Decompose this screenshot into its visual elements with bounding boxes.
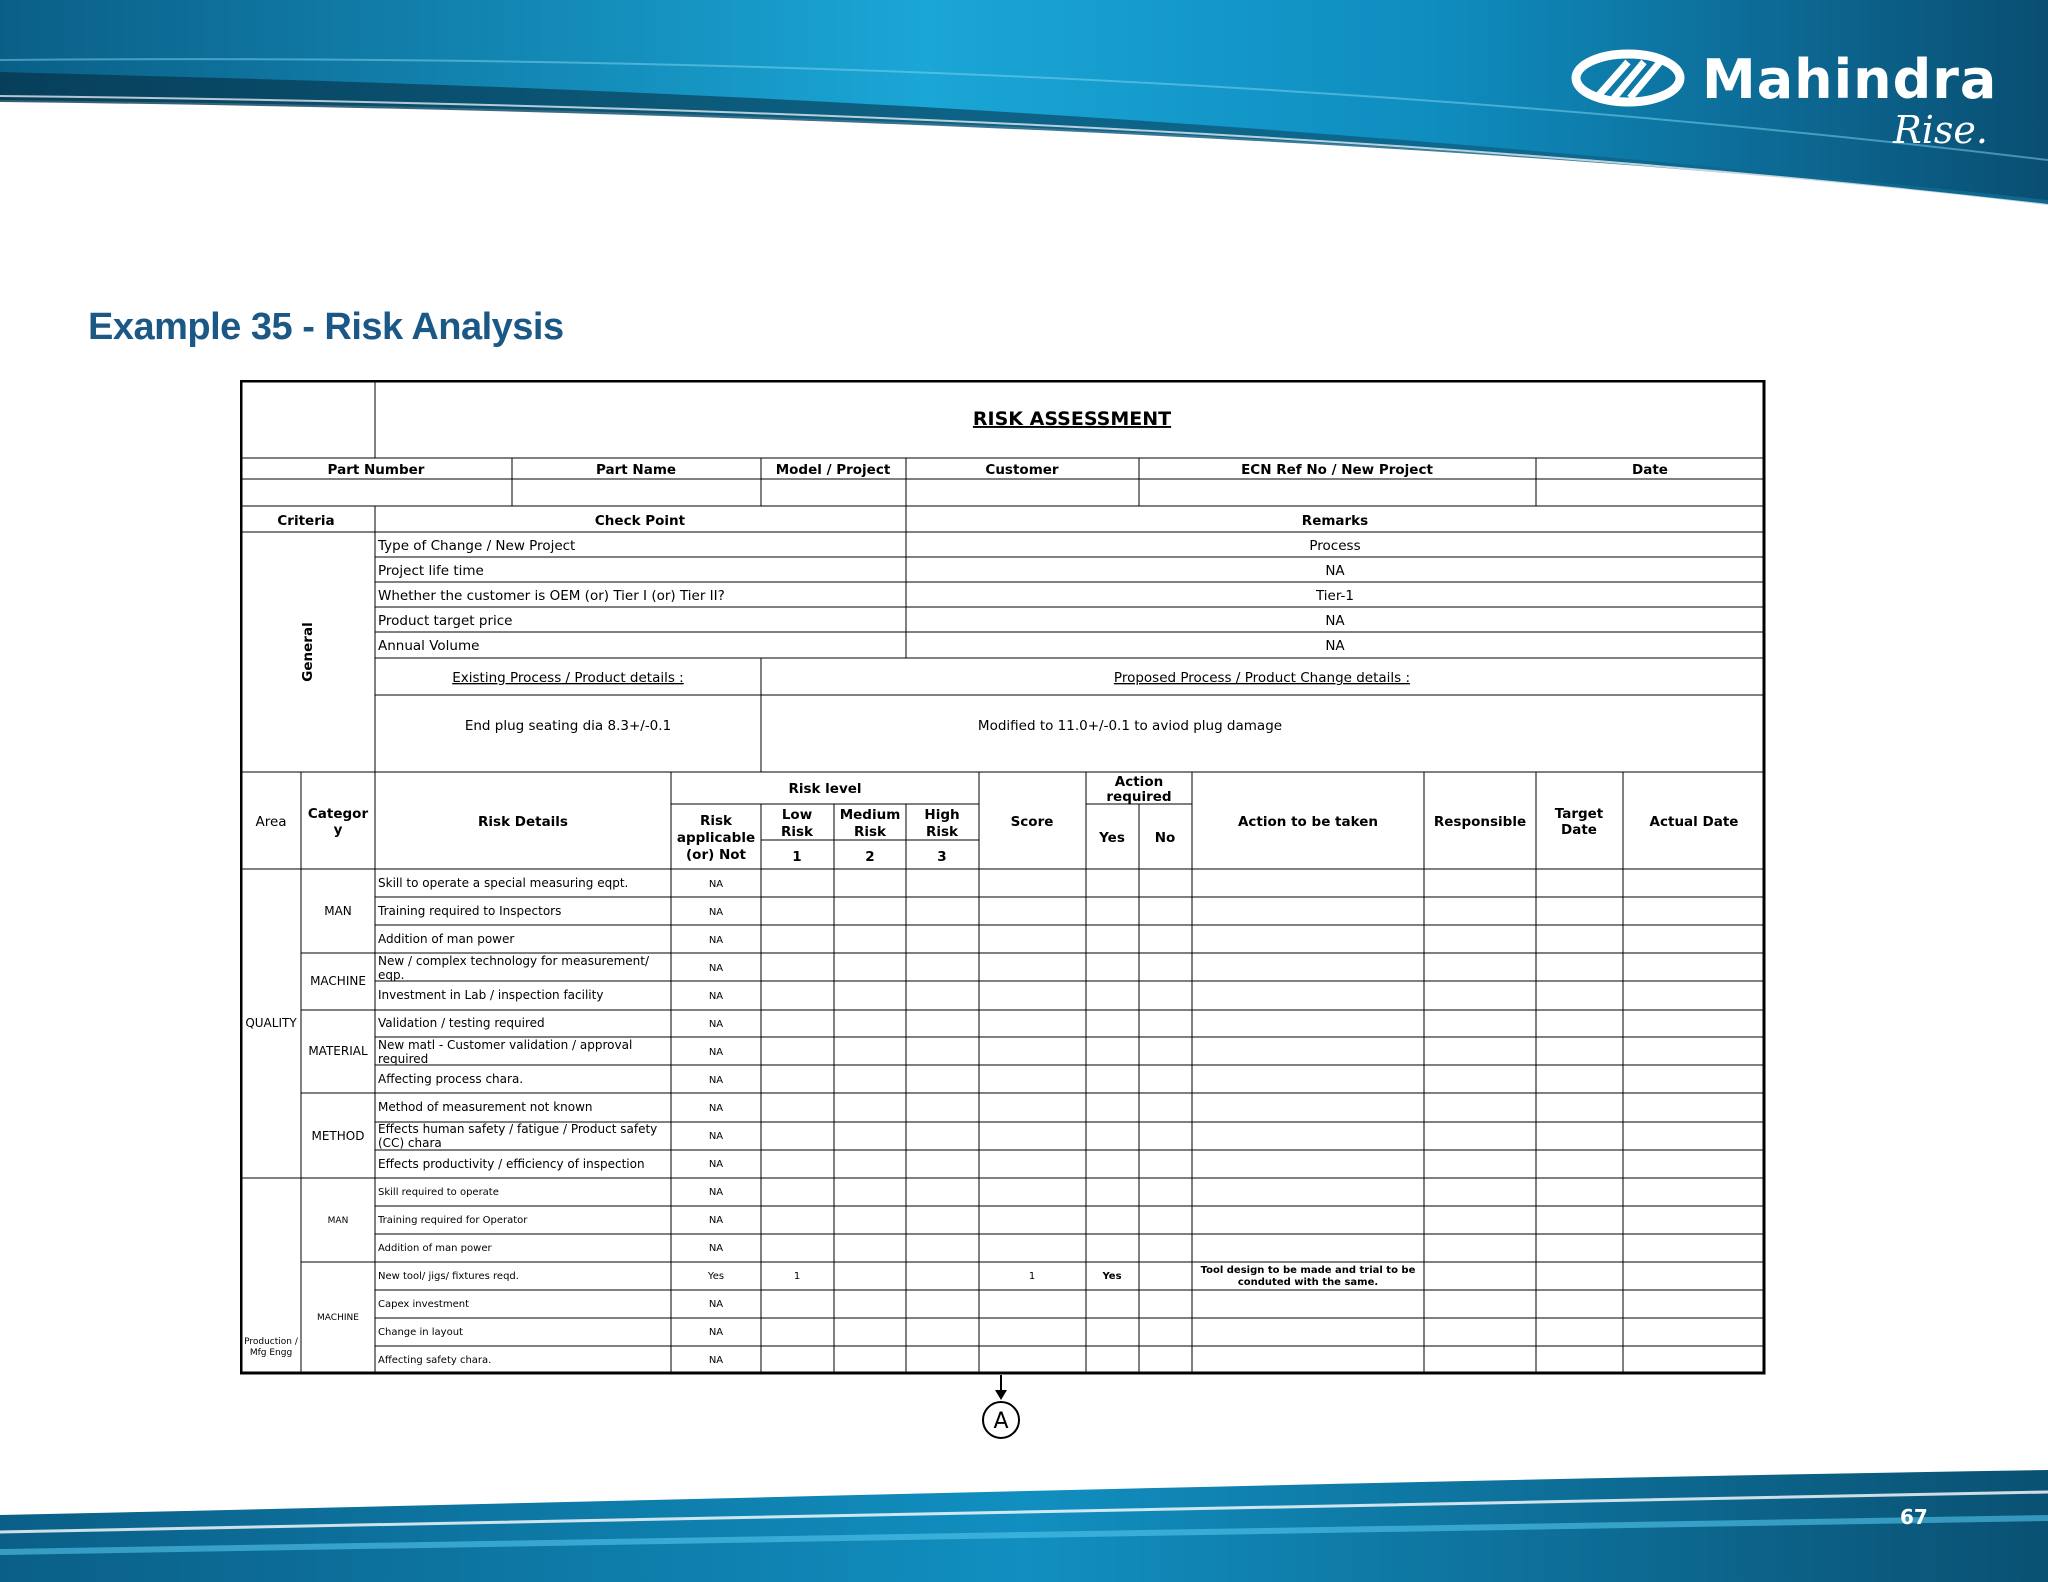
risk-applicable-6: NA <box>708 1019 724 1030</box>
proposed-process-label: Proposed Process / Product Change details : <box>1113 670 1411 686</box>
page-number: 67 <box>1900 1505 1928 1529</box>
general-check-3: Whether the customer is OEM (or) Tier I (or) Tier II? <box>378 588 725 604</box>
risk-applicable-1: NA <box>708 879 724 890</box>
existing-process-value: End plug seating dia 8.3+/-0.1 <box>464 718 672 734</box>
applicable-header-1: Risk <box>699 813 733 829</box>
risk-applicable-2: NA <box>708 907 724 918</box>
risk-detail-2: Training required to Inspectors <box>378 904 562 918</box>
risk-applicable-16: NA <box>708 1299 724 1310</box>
high-risk-header-2: Risk <box>925 824 959 840</box>
risk-yes-15: Yes <box>1102 1271 1122 1282</box>
general-remark-4: NA <box>1325 613 1345 629</box>
general-check-1: Type of Change / New Project <box>378 538 576 554</box>
risk-detail-12: Skill required to operate <box>378 1187 499 1198</box>
risk-detail-11: Effects productivity / efficiency of inspection <box>378 1157 645 1171</box>
marker-label: A <box>993 1409 1009 1434</box>
risk-applicable-15: Yes <box>707 1271 725 1282</box>
risk-detail-17: Change in layout <box>378 1327 463 1338</box>
risk-detail-1: Skill to operate a special measuring eqpt. <box>378 876 629 890</box>
header-ecn-ref: ECN Ref No / New Project <box>1241 462 1433 478</box>
risk-applicable-7: NA <box>708 1047 724 1058</box>
category-header-2: y <box>333 822 343 838</box>
low-risk-header-1: Low <box>781 807 813 823</box>
general-check-2: Project life time <box>378 563 484 579</box>
risk-detail-18: Affecting safety chara. <box>378 1355 492 1366</box>
category-method: METHOD <box>311 1129 365 1143</box>
applicable-header-2: applicable <box>676 830 756 846</box>
action-required-header-2: required <box>1106 789 1172 805</box>
reference-marker <box>968 1375 1034 1443</box>
risk-detail-7b: required <box>378 1052 429 1066</box>
risk-applicable-14: NA <box>708 1243 724 1254</box>
category-header-1: Categor <box>307 806 369 822</box>
yes-header: Yes <box>1099 830 1125 846</box>
risk-form-grid <box>240 380 1766 1375</box>
risk-detail-10b: (CC) chara <box>378 1136 442 1150</box>
actual-date-header: Actual Date <box>1649 814 1739 830</box>
medium-risk-header-2: Risk <box>853 824 887 840</box>
existing-process-label: Existing Process / Product details : <box>452 670 684 686</box>
header-customer: Customer <box>985 462 1059 478</box>
brand-name: Mahindra <box>1702 48 1998 111</box>
area-production-line1: Production / <box>244 1337 298 1347</box>
risk-score-15: 1 <box>1028 1271 1036 1282</box>
area-header: Area <box>255 814 287 830</box>
risk-applicable-18: NA <box>708 1355 724 1366</box>
high-risk-number: 3 <box>937 849 947 865</box>
risk-detail-9: Method of measurement not known <box>378 1100 593 1114</box>
target-date-header-1: Target <box>1554 806 1604 822</box>
risk-applicable-12: NA <box>708 1187 724 1198</box>
risk-details-header: Risk Details <box>478 814 568 830</box>
risk-applicable-5: NA <box>708 991 724 1002</box>
mahindra-emblem-icon <box>1570 48 1686 108</box>
checkpoint-header: Check Point <box>594 513 686 529</box>
risk-applicable-4: NA <box>708 963 724 974</box>
risk-detail-4: New / complex technology for measurement/ <box>378 954 650 968</box>
criteria-header: Criteria <box>277 513 335 529</box>
header-part-name: Part Name <box>595 462 677 478</box>
risk-applicable-10: NA <box>708 1131 724 1142</box>
risk-detail-13: Training required for Operator <box>378 1215 528 1226</box>
low-risk-number: 1 <box>792 849 802 865</box>
risk-detail-5: Investment in Lab / inspection facility <box>378 988 604 1002</box>
risk-action-15-line1: Tool design to be made and trial to be <box>1200 1265 1416 1276</box>
risk-level-header: Risk level <box>788 781 862 797</box>
category-man-production: MAN <box>327 1216 349 1226</box>
area-quality: QUALITY <box>245 1016 297 1030</box>
brand-logo <box>1570 46 1998 156</box>
risk-applicable-17: NA <box>708 1327 724 1338</box>
risk-applicable-13: NA <box>708 1215 724 1226</box>
header-date: Date <box>1632 462 1668 478</box>
remarks-header: Remarks <box>1301 513 1369 529</box>
area-production-line2: Mfg Engg <box>249 1348 293 1358</box>
risk-detail-15: New tool/ jigs/ fixtures reqd. <box>378 1271 519 1282</box>
proposed-process-value: Modified to 11.0+/-0.1 to aviod plug damage <box>977 718 1283 734</box>
risk-applicable-8: NA <box>708 1075 724 1086</box>
risk-detail-4b: eqp. <box>378 968 405 982</box>
medium-risk-header-1: Medium <box>839 807 901 823</box>
category-material: MATERIAL <box>308 1044 368 1058</box>
general-label: General <box>300 622 316 682</box>
header-part-number: Part Number <box>327 462 425 478</box>
target-date-header-2: Date <box>1561 822 1597 838</box>
page-title: Example 35 - Risk Analysis <box>88 306 564 348</box>
category-man: MAN <box>324 904 352 918</box>
risk-assessment-form <box>240 380 1766 1375</box>
brand-tagline: Rise. <box>1893 108 1988 152</box>
general-check-4: Product target price <box>378 613 513 629</box>
low-risk-header-2: Risk <box>780 824 814 840</box>
general-remark-5: NA <box>1325 638 1345 654</box>
header-model-project: Model / Project <box>775 462 891 478</box>
action-required-header-1: Action <box>1114 774 1164 790</box>
risk-detail-16: Capex investment <box>378 1299 470 1310</box>
no-header: No <box>1154 830 1176 846</box>
action-taken-header: Action to be taken <box>1237 814 1379 830</box>
risk-low-15: 1 <box>793 1271 801 1282</box>
risk-applicable-9: NA <box>708 1103 724 1114</box>
responsible-header: Responsible <box>1433 814 1527 830</box>
general-check-5: Annual Volume <box>378 638 480 654</box>
category-machine: MACHINE <box>310 974 366 988</box>
bottom-banner <box>0 1470 2048 1582</box>
marker-arrow-head <box>995 1390 1007 1400</box>
category-machine-production: MACHINE <box>317 1313 359 1323</box>
general-remark-2: NA <box>1325 563 1345 579</box>
score-header: Score <box>1010 814 1054 830</box>
general-remark-3: Tier-1 <box>1315 588 1355 604</box>
risk-action-15-line2: conduted with the same. <box>1237 1277 1379 1288</box>
risk-detail-7: New matl - Customer validation / approval <box>378 1038 633 1052</box>
high-risk-header-1: High <box>924 807 960 823</box>
risk-detail-10: Effects human safety / fatigue / Product safety <box>378 1122 658 1136</box>
applicable-header-3: (or) Not <box>686 847 746 863</box>
risk-applicable-11: NA <box>708 1159 724 1170</box>
risk-detail-8: Affecting process chara. <box>378 1072 524 1086</box>
risk-detail-6: Validation / testing required <box>378 1016 545 1030</box>
general-remark-1: Process <box>1309 538 1361 554</box>
risk-detail-14: Addition of man power <box>378 1243 492 1254</box>
risk-detail-3: Addition of man power <box>378 932 515 946</box>
medium-risk-number: 2 <box>865 849 875 865</box>
form-title: RISK ASSESSMENT <box>972 408 1172 430</box>
risk-applicable-3: NA <box>708 935 724 946</box>
